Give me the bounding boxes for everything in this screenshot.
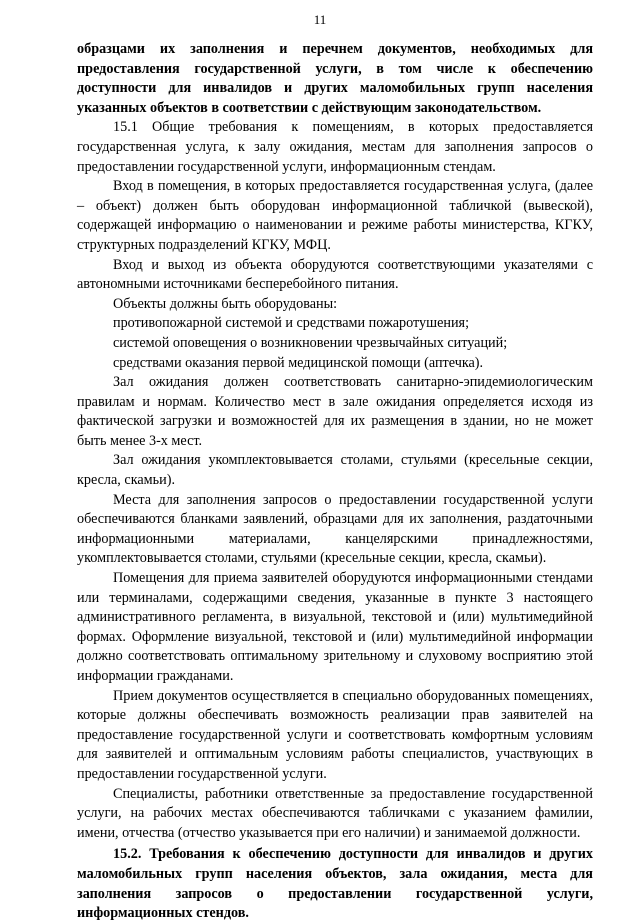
paragraph-entrance-exit: Вход и выход из объекта оборудуются соответствующими указателями с автономными источниками бесперебойного питания. bbox=[77, 256, 593, 293]
document-body bbox=[77, 40, 593, 924]
page-number: 11 bbox=[313, 12, 327, 27]
paragraph-request-places: Места для заполнения запросов о предоставлении государственной услуги обеспечиваются бланками заявлений, образцами для их заполнения, раздаточными информационными материалами, канцелярскими принадлежностями, укомплектовывается столами, стульями (кресельные секции, кресла, скамьи). bbox=[77, 491, 593, 567]
paragraph-staff-signs: Специалисты, работники ответственные за предоставление государственной услуги, на рабочих местах обеспечиваются табличками с указанием фамилии, имени, отчества (отчество указывается при его наличии) и занимаемой должности. bbox=[77, 785, 593, 841]
paragraph-waiting-hall-norms: Зал ожидания должен соответствовать санитарно-эпидемиологическим правилам и нормам. Количество мест в зале ожидания определяется исходя из фактической загрузки и возможностей для их размещения в здании, но не может быть менее 3-х мест. bbox=[77, 374, 593, 449]
list-item-first-aid: средствами оказания первой медицинской помощи (аптечка). bbox=[113, 354, 484, 371]
paragraph-equipment-intro: Объекты должны быть оборудованы: bbox=[113, 295, 338, 312]
list-item-fire-safety: противопожарной системой и средствами пожаротушения; bbox=[113, 315, 470, 332]
paragraph-waiting-hall-furniture: Зал ожидания укомплектовывается столами, стульями (кресельные секции, кресла, скамьи). bbox=[77, 452, 593, 489]
list-item-alert-system: системой оповещения о возникновении чрезвычайных ситуаций; bbox=[113, 334, 508, 351]
paragraph-document-reception: Прием документов осуществляется в специально оборудованных помещениях, которые должны обеспечивать возможность реализации прав заявителей на предоставление государственной услуги и соответствовать комфортным условиям для заявителей и оптимальным условиям работы специалистов, участвующих в предоставлении государственной услуги. bbox=[77, 687, 593, 782]
paragraph-entrance-sign: Вход в помещения, в которых предоставляется государственная услуга, (далее – объект) должен быть оборудован информационной табличкой (вывеской), содержащей информацию о наименовании и режиме работы министерства, КГКУ, структурных подразделений КГКУ, МФЦ. bbox=[77, 178, 593, 253]
paragraph-15-1-intro: 15.1 Общие требования к помещениям, в которых предоставляется государственная услуга, к залу ожидания, местам для заполнения запросов о предоставлении государственной услуги, информационным стендам. bbox=[77, 119, 593, 175]
paragraph-info-stands: Помещения для приема заявителей оборудуются информационными стендами или терминалами, содержащими сведения, указанные в пункте 3 настоящего административного регламента, в визуальной, текстовой и (или) мультимедийной формах. Оформление визуальной, текстовой и (или) мультимедийной информации должно соответствовать оптимальному зрительному и слуховому восприятию этой информации гражданами. bbox=[77, 570, 593, 684]
section-heading-15-2: 15.2. Требования к обеспечению доступности для инвалидов и других маломобильных групп населения объектов, зала ожидания, места для заполнения запросов о предоставлении государственной услуги, информационных стендов. bbox=[77, 846, 593, 922]
paragraph-continuation-heading: образцами их заполнения и перечнем документов, необходимых для предоставления государственной услуги, в том числе к обеспечению доступности для инвалидов и других маломобильных групп населения указанных объектов в соответствии с действующим законодательством. bbox=[77, 41, 593, 116]
